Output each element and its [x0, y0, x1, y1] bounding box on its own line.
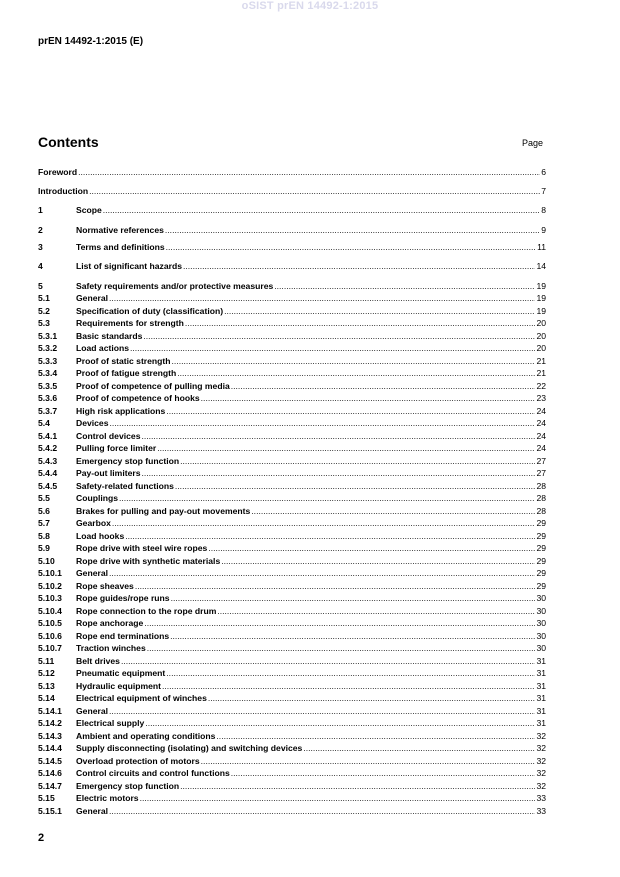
toc-entry-page: 8 [541, 205, 546, 215]
toc-entry-number: 1 [38, 205, 43, 215]
toc-entry-page: 28 [536, 481, 546, 491]
toc-entry[interactable] [38, 260, 546, 272]
toc-entry-number: 5.4.4 [38, 468, 58, 478]
toc-entry[interactable] [38, 655, 546, 667]
dot-leader [109, 293, 535, 304]
toc-entry-page: 32 [536, 756, 546, 766]
toc-entry[interactable] [38, 717, 546, 729]
dot-leader [208, 543, 535, 554]
toc-entry[interactable] [38, 680, 546, 692]
toc-entry-number: 3 [38, 242, 43, 252]
toc-entry[interactable] [38, 442, 546, 454]
toc-entry-number: 5.10 [38, 556, 55, 566]
dot-leader [119, 493, 535, 504]
toc-entry-title: Hydraulic equipment [76, 681, 161, 691]
toc-entry[interactable] [38, 592, 546, 604]
toc-entry-title: Belt drives [76, 656, 120, 666]
toc-entry[interactable] [38, 555, 546, 567]
toc-entry-page: 31 [536, 668, 546, 678]
toc-entry[interactable] [38, 742, 546, 754]
toc-entry-title: Rope end terminations [76, 631, 170, 641]
toc-entry[interactable] [38, 805, 546, 817]
toc-entry-title: Foreword [38, 167, 78, 177]
toc-entry-page: 14 [536, 261, 546, 271]
dot-leader [231, 381, 536, 392]
contents-heading: Contents [38, 134, 99, 150]
dot-leader [201, 756, 536, 767]
toc-entry[interactable] [38, 455, 546, 467]
dot-leader [175, 481, 536, 492]
toc-entry-page: 9 [541, 225, 546, 235]
toc-entry-title: Requirements for strength [76, 318, 184, 328]
toc-entry-title: Traction winches [76, 643, 146, 653]
toc-entry-title: Rope guides/rope runs [76, 593, 170, 603]
dot-leader [180, 781, 535, 792]
toc-entry-page: 20 [536, 318, 546, 328]
toc-entry-number: 5.14.2 [38, 718, 62, 728]
toc-entry-number: 5 [38, 281, 43, 291]
dot-leader [130, 343, 535, 354]
document-id: prEN 14492-1:2015 (E) [38, 36, 144, 47]
toc-entry[interactable] [38, 330, 546, 342]
toc-entry-title: Proof of competence of hooks [76, 393, 200, 403]
toc-entry[interactable] [38, 780, 546, 792]
toc-entry-page: 31 [536, 693, 546, 703]
toc-entry[interactable] [38, 305, 546, 317]
toc-entry-page: 32 [536, 768, 546, 778]
toc-entry[interactable] [38, 567, 546, 579]
toc-entry-page: 24 [536, 443, 546, 453]
dot-leader [177, 368, 535, 379]
toc-entry-title: Emergency stop function [76, 781, 180, 791]
toc-entry-page: 32 [536, 743, 546, 753]
toc-entry-page: 21 [536, 356, 546, 366]
toc-entry-page: 33 [536, 806, 546, 816]
toc-entry[interactable] [38, 280, 546, 292]
toc-entry[interactable] [38, 241, 546, 253]
toc-entry-title: Brakes for pulling and pay-out movements [76, 506, 251, 516]
toc-entry-title: General [76, 706, 109, 716]
toc-entry-title: List of significant hazards [76, 261, 183, 271]
toc-entry-number: 2 [38, 225, 43, 235]
toc-entry-number: 5.1 [38, 293, 50, 303]
toc-entry-page: 24 [536, 418, 546, 428]
toc-entry-number: 5.6 [38, 506, 50, 516]
toc-entry-title: Proof of competence of pulling media [76, 381, 230, 391]
dot-leader [162, 681, 535, 692]
dot-leader [109, 568, 535, 579]
toc-entry-page: 32 [536, 781, 546, 791]
toc-entry-page: 30 [536, 606, 546, 616]
toc-entry[interactable] [38, 467, 546, 479]
dot-leader [303, 743, 535, 754]
toc-entry-number: 5.10.1 [38, 568, 62, 578]
toc-entry[interactable] [38, 605, 546, 617]
toc-entry[interactable] [38, 417, 546, 429]
toc-entry-page: 19 [536, 281, 546, 291]
dot-leader [147, 643, 536, 654]
toc-entry-title: Control circuits and control functions [76, 768, 230, 778]
toc-entry-number: 5.3.2 [38, 343, 58, 353]
toc-entry-title: Couplings [76, 493, 119, 503]
dot-leader [185, 318, 536, 329]
toc-entry-title: Pulling force limiter [76, 443, 157, 453]
toc-entry[interactable] [38, 580, 546, 592]
toc-entry[interactable] [38, 204, 546, 216]
toc-entry-page: 29 [536, 531, 546, 541]
toc-entry-page: 28 [536, 506, 546, 516]
toc-entry-number: 5.4.3 [38, 456, 58, 466]
toc-entry[interactable] [38, 792, 546, 804]
dot-leader [166, 406, 535, 417]
dot-leader [165, 225, 540, 236]
toc-entry-page: 33 [536, 793, 546, 803]
dot-leader [89, 186, 540, 197]
toc-entry-page: 20 [536, 343, 546, 353]
dot-leader [274, 281, 535, 292]
toc-entry-page: 24 [536, 406, 546, 416]
toc-entry-number: 5.4.2 [38, 443, 58, 453]
toc-entry-number: 5.8 [38, 531, 50, 541]
toc-entry-title: Pneumatic equipment [76, 668, 166, 678]
dot-leader [109, 806, 535, 817]
toc-entry-page: 32 [536, 731, 546, 741]
toc-entry-page: 31 [536, 706, 546, 716]
toc-entry-number: 5.3.7 [38, 406, 58, 416]
toc-entry-number: 5.9 [38, 543, 50, 553]
toc-entry-number: 5.3 [38, 318, 50, 328]
toc-entry-page: 29 [536, 556, 546, 566]
dot-leader [109, 706, 535, 717]
toc-entry-page: 27 [536, 456, 546, 466]
toc-entry[interactable] [38, 166, 546, 178]
toc-entry-title: Pay-out limiters [76, 468, 141, 478]
toc-entry-title: Specification of duty (classification) [76, 306, 224, 316]
dot-leader [121, 656, 535, 667]
toc-entry[interactable] [38, 542, 546, 554]
toc-entry-number: 5.4 [38, 418, 50, 428]
toc-entry[interactable] [38, 505, 546, 517]
toc-entry[interactable] [38, 430, 546, 442]
toc-entry-title: Rope sheaves [76, 581, 134, 591]
dot-leader [110, 418, 536, 429]
toc-entry-title: Proof of fatigue strength [76, 368, 177, 378]
dot-leader [251, 506, 535, 517]
dot-leader [231, 768, 536, 779]
toc-entry-title: Load hooks [76, 531, 125, 541]
toc-entry-title: Basic standards [76, 331, 143, 341]
toc-entry-title: Load actions [76, 343, 130, 353]
toc-entry-title: Rope anchorage [76, 618, 144, 628]
dot-leader [172, 356, 536, 367]
toc-entry-page: 6 [541, 167, 546, 177]
toc-entry-page: 22 [536, 381, 546, 391]
toc-entry[interactable] [38, 380, 546, 392]
toc-entry-number: 5.10.3 [38, 593, 62, 603]
toc-entry-number: 4 [38, 261, 43, 271]
dot-leader [170, 631, 535, 642]
toc-entry-page: 29 [536, 543, 546, 553]
toc-entry-number: 5.14.5 [38, 756, 62, 766]
toc-entry-page: 29 [536, 518, 546, 528]
toc-entry[interactable] [38, 185, 546, 197]
dot-leader [143, 331, 535, 342]
toc-entry-number: 5.14.1 [38, 706, 62, 716]
dot-leader [140, 793, 536, 804]
toc-entry-page: 30 [536, 643, 546, 653]
toc-entry[interactable] [38, 367, 546, 379]
toc-entry-title: Devices [76, 418, 109, 428]
toc-entry-title: Ambient and operating conditions [76, 731, 216, 741]
dot-leader [157, 443, 535, 454]
toc-entry-page: 7 [541, 186, 546, 196]
toc-entry-title: Scope [76, 205, 102, 215]
toc-entry-page: 23 [536, 393, 546, 403]
toc-entry-number: 5.14.6 [38, 768, 62, 778]
dot-leader [171, 593, 536, 604]
toc-entry-page: 30 [536, 593, 546, 603]
toc-entry[interactable] [38, 355, 546, 367]
toc-entry-page: 29 [536, 568, 546, 578]
toc-entry-page: 28 [536, 493, 546, 503]
toc-entry-title: Safety requirements and/or protective measures [76, 281, 274, 291]
toc-entry-number: 5.10.4 [38, 606, 62, 616]
toc-entry-number: 5.15 [38, 793, 55, 803]
toc-entry-page: 21 [536, 368, 546, 378]
toc-entry[interactable] [38, 342, 546, 354]
toc-entry-title: Rope drive with synthetic materials [76, 556, 221, 566]
toc-entry[interactable] [38, 530, 546, 542]
dot-leader [180, 456, 535, 467]
toc-entry-title: High risk applications [76, 406, 166, 416]
toc-entry-title: Emergency stop function [76, 456, 180, 466]
page-number: 2 [38, 832, 45, 844]
dot-leader [221, 556, 535, 567]
toc-entry-page: 27 [536, 468, 546, 478]
toc-entry-number: 5.14.7 [38, 781, 62, 791]
toc-entry[interactable] [38, 667, 546, 679]
toc-entry-number: 5.15.1 [38, 806, 62, 816]
dot-leader [144, 618, 535, 629]
toc-entry-title: General [76, 293, 109, 303]
dot-leader [125, 531, 535, 542]
toc-entry[interactable] [38, 517, 546, 529]
toc-entry[interactable] [38, 392, 546, 404]
toc-entry[interactable] [38, 767, 546, 779]
toc-entry-number: 5.13 [38, 681, 55, 691]
toc-entry-number: 5.10.7 [38, 643, 62, 653]
toc-entry[interactable] [38, 317, 546, 329]
toc-entry-page: 30 [536, 631, 546, 641]
dot-leader [224, 306, 535, 317]
toc-entry-number: 5.3.5 [38, 381, 58, 391]
dot-leader [208, 693, 536, 704]
toc-entry[interactable] [38, 292, 546, 304]
dot-leader [145, 718, 535, 729]
dot-leader [135, 581, 536, 592]
toc-entry-page: 20 [536, 331, 546, 341]
watermark: oSIST prEN 14492-1:2015 [241, 0, 379, 12]
toc-entry[interactable] [38, 755, 546, 767]
dot-leader [183, 261, 535, 272]
dot-leader [217, 606, 535, 617]
toc-entry-page: 31 [536, 681, 546, 691]
toc-entry-page: 31 [536, 656, 546, 666]
toc-entry-number: 5.14.3 [38, 731, 62, 741]
toc-entry-title: Terms and definitions [76, 242, 165, 252]
toc-entry-number: 5.5 [38, 493, 50, 503]
toc-entry-title: Introduction [38, 186, 89, 196]
toc-entry-page: 29 [536, 581, 546, 591]
toc-entry-title: Supply disconnecting (isolating) and switching devices [76, 743, 303, 753]
toc-entry-title: Electrical equipment of winches [76, 693, 207, 703]
toc-entry[interactable] [38, 642, 546, 654]
toc-entry[interactable] [38, 705, 546, 717]
toc-entry-number: 5.3.6 [38, 393, 58, 403]
toc-entry-number: 5.3.4 [38, 368, 58, 378]
toc-entry-number: 5.4.1 [38, 431, 58, 441]
toc-entry-title: Rope drive with steel wire ropes [76, 543, 208, 553]
toc-entry-title: Proof of static strength [76, 356, 171, 366]
toc-entry[interactable] [38, 224, 546, 236]
toc-entry-number: 5.10.6 [38, 631, 62, 641]
toc-entry[interactable] [38, 405, 546, 417]
toc-entry-number: 5.12 [38, 668, 55, 678]
dot-leader [141, 431, 535, 442]
toc-entry-page: 11 [537, 242, 546, 252]
dot-leader [112, 518, 536, 529]
toc-entry-title: Electric motors [76, 793, 139, 803]
toc-entry-page: 31 [536, 718, 546, 728]
toc-entry-number: 5.11 [38, 656, 55, 666]
toc-entry-number: 5.14 [38, 693, 55, 703]
toc-entry-page: 24 [536, 431, 546, 441]
toc-entry-number: 5.10.5 [38, 618, 62, 628]
dot-leader [166, 668, 535, 679]
toc-entry-number: 5.3.3 [38, 356, 58, 366]
toc-entry-title: Electrical supply [76, 718, 145, 728]
dot-leader [201, 393, 536, 404]
toc-entry[interactable] [38, 630, 546, 642]
toc-entry-title: Gearbox [76, 518, 111, 528]
dot-leader [78, 167, 540, 178]
toc-entry-number: 5.14.4 [38, 743, 62, 753]
toc-entry-number: 5.2 [38, 306, 50, 316]
dot-leader [216, 731, 535, 742]
page-column-label: Page [522, 138, 544, 148]
toc-entry-title: General [76, 806, 109, 816]
toc-entry[interactable] [38, 730, 546, 742]
toc-entry-title: Safety-related functions [76, 481, 174, 491]
toc-entry[interactable] [38, 480, 546, 492]
dot-leader [103, 205, 540, 216]
toc-entry[interactable] [38, 617, 546, 629]
toc-entry-page: 30 [536, 618, 546, 628]
toc-entry-number: 5.10.2 [38, 581, 62, 591]
toc-entry-title: Rope connection to the rope drum [76, 606, 217, 616]
toc-entry-title: Overload protection of motors [76, 756, 200, 766]
toc-entry-title: General [76, 568, 109, 578]
toc-entry-number: 5.7 [38, 518, 50, 528]
toc-entry[interactable] [38, 692, 546, 704]
toc-entry-number: 5.3.1 [38, 331, 58, 341]
toc-entry-title: Normative references [76, 225, 164, 235]
dot-leader [141, 468, 535, 479]
toc-entry-page: 19 [536, 293, 546, 303]
toc-entry-page: 19 [536, 306, 546, 316]
toc-entry-number: 5.4.5 [38, 481, 58, 491]
toc-entry-title: Control devices [76, 431, 141, 441]
dot-leader [166, 242, 536, 253]
toc-entry[interactable] [38, 492, 546, 504]
